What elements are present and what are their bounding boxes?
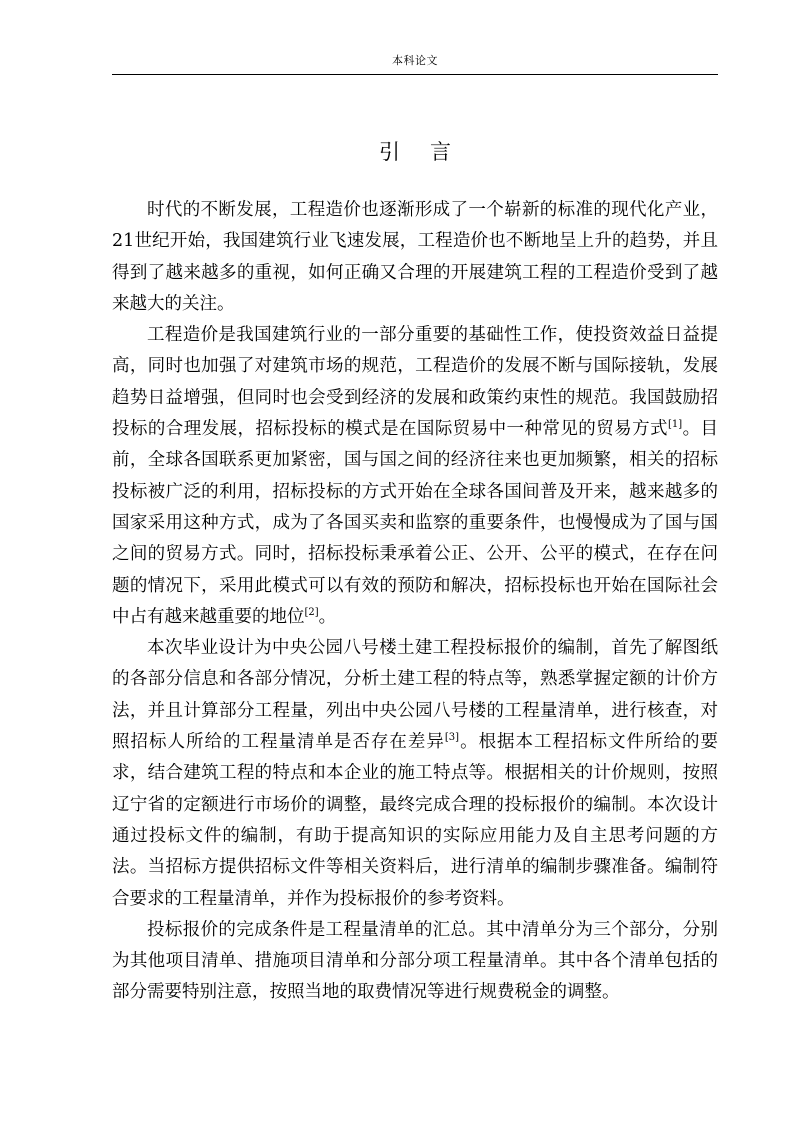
paragraph-text: 本次毕业设计为中央公园八号楼土建工程投标报价的编制，首先了解图纸的各部分信息和各部分情况，分析土建工程的特点等，熟悉掌握定额的计价方法，并且计算部分工程量，列出中央公园八号楼的工程量清单，进行核查，对照招标人所给的工程量清单是否存在差异 xyxy=(112,638,718,753)
page-header xyxy=(112,50,718,75)
paragraph xyxy=(112,915,718,1009)
body-text xyxy=(112,195,718,1009)
citation-marker: [2] xyxy=(304,606,319,618)
paragraph-text: 。目前，全球各国联系更加紧密，国与国之间的经济往来也更加频繁，相关的招标投标被广泛的利用，招标投标的方式开始在全球各国间普及开来，越来越多的国家采用这种方式，成为了各国买卖和监察的重要条件，也慢慢成为了国与国之间的贸易方式。同时，招标投标秉承着公正、公开、公平的模式，在存在问题的情况下，采用此模式可以有效的预防和解决，招标投标也开始在国际社会中占有越来越重要的地位 xyxy=(112,419,719,627)
paragraph-text: 。根据本工程招标文件所给的要求，结合建筑工程的特点和本企业的施工特点等。根据相关的计价规则，按照辽宁省的定额进行市场价的调整，最终完成合理的投标报价的编制。本次设计通过投标文件的编制，有助于提高知识的实际应用能力及自主思考问题的方法。当招标方提供招标文件等相关资料后，进行清单的编制步骤准备。编制符合要求的工程量清单，并作为投标报价的参考资料。 xyxy=(112,732,719,909)
paragraph-text: 投标报价的完成条件是工程量清单的汇总。其中清单分为三个部分，分别为其他项目清单、措施项目清单和分部分项工程量清单。其中各个清单包括的部分需要特别注意，按照当地的取费情况等进行规费税金的调整。 xyxy=(112,919,718,1003)
paragraph-text: 。 xyxy=(318,606,337,627)
paragraph xyxy=(112,195,718,320)
paragraph xyxy=(112,633,718,915)
paragraph-text: 时代的不断发展，工程造价也逐渐形成了一个崭新的标准的现代化产业，21世纪开始，我国建筑行业飞速发展，工程造价也不断地呈上升的趋势，并且得到了越来越多的重视，如何正确又合理的开展建筑工程的工程造价受到了越来越大的关注。 xyxy=(112,200,718,314)
paragraph-text: 工程造价是我国建筑行业的一部分重要的基础性工作，使投资效益日益提高，同时也加强了对建筑市场的规范，工程造价的发展不断与国际接轨，发展趋势日益增强，但同时也会受到经济的发展和政策约束性的规范。我国鼓励招投标的合理发展，招标投标的模式是在国际贸易中一种常见的贸易方式 xyxy=(112,325,718,440)
section-title: 引言 xyxy=(379,140,481,164)
running-title: 本科论文 xyxy=(392,54,438,67)
citation-marker: [3] xyxy=(444,732,460,744)
citation-marker: [1] xyxy=(667,419,683,431)
paragraph xyxy=(112,320,718,633)
